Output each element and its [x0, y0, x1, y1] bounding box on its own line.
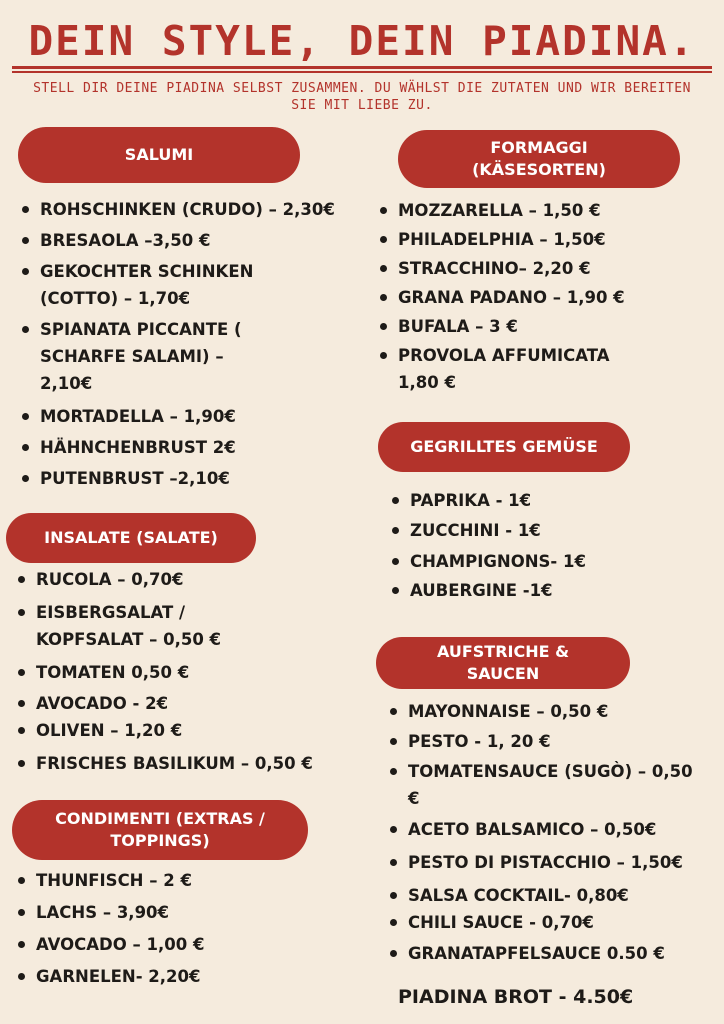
section-heading-aufstriche: AUFSTRICHE & SAUCEN: [376, 637, 630, 689]
list-item: THUNFISCH – 2 €: [16, 867, 356, 894]
list-item: PROVOLA AFFUMICATA 1,80 €: [378, 342, 648, 396]
list-item: PHILADELPHIA – 1,50€: [378, 226, 668, 253]
list-item: MORTADELLA – 1,90€: [20, 403, 370, 430]
list-item: EISBERGSALAT / KOPFSALAT – 0,50 €: [16, 599, 266, 653]
list-item: AVOCADO – 1,00 €: [16, 931, 356, 958]
list-item: MOZZARELLA – 1,50 €: [378, 197, 668, 224]
title-rule-top: [12, 66, 712, 69]
list-item: BUFALA – 3 €: [378, 313, 668, 340]
salumi-list: [20, 196, 370, 492]
aufstriche-list: [388, 698, 718, 967]
list-item: MAYONNAISE – 0,50 €: [388, 698, 718, 725]
insalate-list: [16, 566, 356, 777]
list-item: OLIVEN – 1,20 €: [16, 717, 356, 744]
list-item: CHAMPIGNONS- 1€: [390, 548, 690, 575]
list-item: AUBERGINE -1€: [390, 577, 690, 604]
list-item: PESTO - 1, 20 €: [388, 728, 718, 755]
formaggi-list: [378, 197, 668, 396]
subtitle: STELL DIR DEINE PIADINA SELBST ZUSAMMEN. DU WÄHLST DIE ZUTATEN UND WIR BEREITEN SIE MIT LIEBE ZU.: [33, 81, 691, 113]
list-item: ACETO BALSAMICO – 0,50€: [388, 816, 718, 843]
list-item: LACHS – 3,90€: [16, 899, 356, 926]
list-item: RUCOLA – 0,70€: [16, 566, 356, 593]
list-item: ZUCCHINI - 1€: [390, 517, 690, 544]
list-item: TOMATENSAUCE (SUGÒ) – 0,50 €: [388, 758, 698, 812]
list-item: ROHSCHINKEN (CRUDO) – 2,30€: [20, 196, 370, 223]
list-item: STRACCHINO– 2,20 €: [378, 255, 668, 282]
list-item: PESTO DI PISTACCHIO – 1,50€: [388, 849, 718, 876]
list-item: CHILI SAUCE - 0,70€: [388, 909, 718, 936]
list-item: AVOCADO - 2€: [16, 690, 356, 717]
page-title: DEIN STYLE, DEIN PIADINA.: [28, 17, 696, 65]
list-item: GEKOCHTER SCHINKEN (COTTO) – 1,70€: [20, 258, 280, 312]
section-heading-gemuese: GEGRILLTES GEMÜSE: [378, 422, 630, 472]
list-item: SPIANATA PICCANTE ( SCHARFE SALAMI) – 2,10€: [20, 316, 280, 397]
list-item: TOMATEN 0,50 €: [16, 659, 356, 686]
condimenti-list: [16, 867, 356, 990]
section-heading-condimenti: CONDIMENTI (EXTRAS / TOPPINGS): [12, 800, 308, 860]
list-item: BRESAOLA –3,50 €: [20, 227, 370, 254]
piadina-bread-price: PIADINA BROT - 4.50€: [398, 986, 634, 1008]
title-rule-bottom: [12, 71, 712, 73]
list-item: GARNELEN- 2,20€: [16, 963, 356, 990]
list-item: GRANATAPFELSAUCE 0.50 €: [388, 940, 718, 967]
list-item: FRISCHES BASILIKUM – 0,50 €: [16, 750, 356, 777]
section-heading-insalate: INSALATE (SALATE): [6, 513, 256, 563]
list-item: SALSA COCKTAIL- 0,80€: [388, 882, 718, 909]
list-item: HÄHNCHENBRUST 2€: [20, 434, 370, 461]
list-item: PAPRIKA - 1€: [390, 487, 690, 514]
list-item: GRANA PADANO – 1,90 €: [378, 284, 668, 311]
section-heading-formaggi: FORMAGGI (KÄSESORTEN): [398, 130, 680, 188]
list-item: PUTENBRUST –2,10€: [20, 465, 370, 492]
section-heading-salumi: SALUMI: [18, 127, 300, 183]
gemuese-list: [390, 487, 690, 604]
